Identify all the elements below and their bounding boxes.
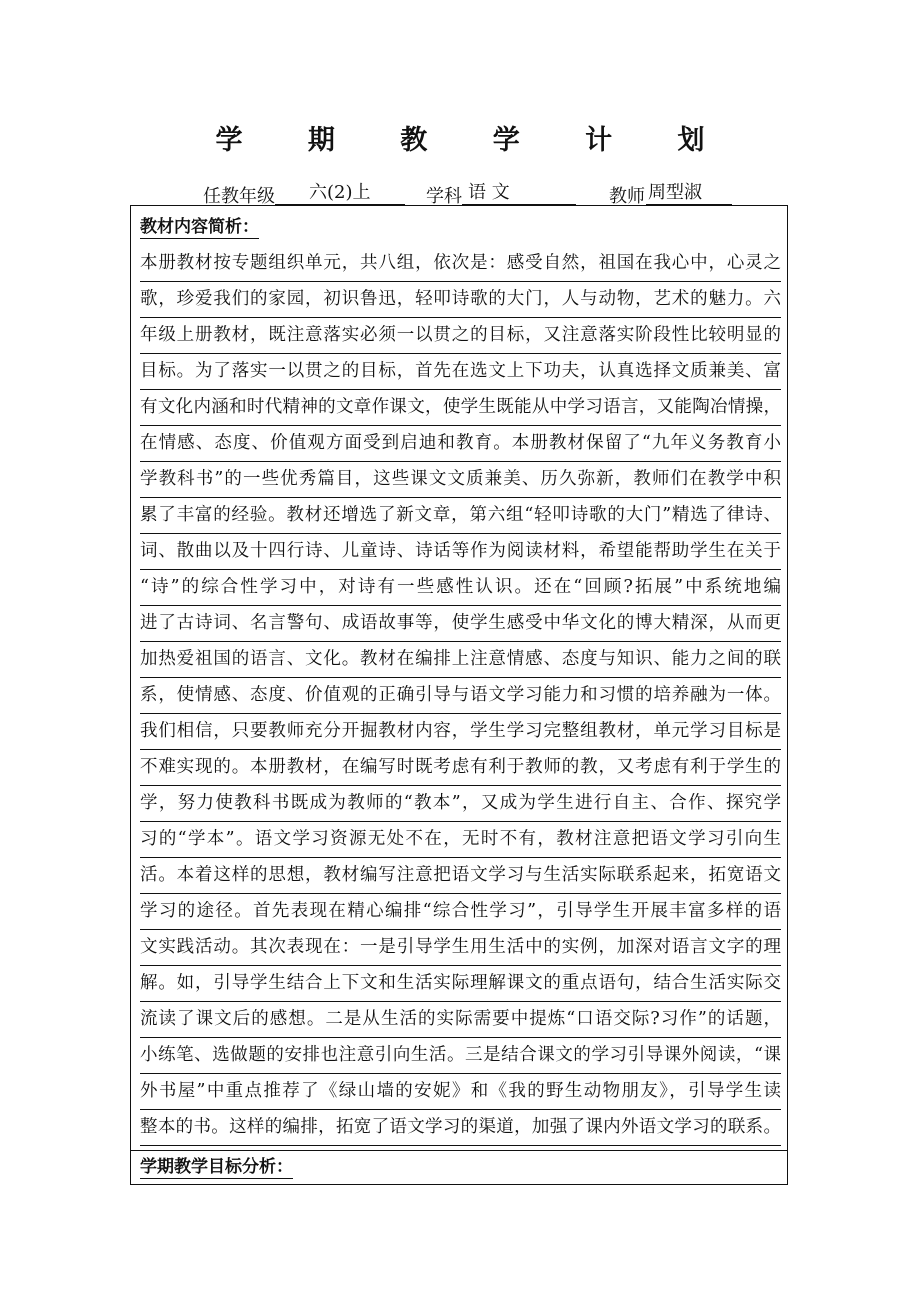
text-line: 外书屋”中重点推荐了《绿山墙的安妮》和《我的野生动物朋友》，引导学生读 — [140, 1074, 781, 1110]
content-table — [130, 205, 788, 1185]
text-line: 目标。为了落实一以贯之的目标，首先在选文上下功夫，认真选择文质兼美、富 — [140, 354, 781, 390]
section-heading-content-analysis: 教材内容简析： — [140, 217, 259, 237]
text-line: 我们相信，只要教师充分开掘教材内容，学生学习完整组教材，单元学习目标是 — [140, 714, 781, 750]
text-line: 累了丰富的经验。教材还增选了新文章，第六组“轻叩诗歌的大门”精选了律诗、 — [140, 498, 781, 534]
teacher-value: 周型淑 — [648, 182, 702, 203]
text-line: 在情感、态度、价值观方面受到启迪和教育。本册教材保留了“九年义务教育小 — [140, 426, 781, 462]
text-line: 有文化内涵和时代精神的文章作课文，使学生既能从中学习语言，又能陶冶情操， — [140, 390, 781, 426]
grade-label: 任教年级 — [203, 186, 275, 207]
teacher-label: 教师 — [609, 186, 645, 207]
text-line: 歌，珍爱我们的家园，初识鲁迅，轻叩诗歌的大门，人与动物，艺术的魅力。六 — [140, 282, 781, 318]
text-line: 年级上册教材，既注意落实必须一以贯之的目标，又注意落实阶段性比较明显的 — [140, 318, 781, 354]
subject-value: 语 文 — [468, 182, 510, 203]
text-line: 学教科书”的一些优秀篇目，这些课文文质兼美、历久弥新，教师们在教学中积 — [140, 462, 781, 498]
text-line: 加热爱祖国的语言、文化。教材在编排上注意情感、态度与知识、能力之间的联 — [140, 642, 781, 678]
content-analysis-text — [140, 246, 781, 1146]
text-line: 习的“学本”。语文学习资源无处不在，无时不有，教材注意把语文学习引向生 — [140, 822, 781, 858]
text-line: 文实践活动。其次表现在：一是引导学生用生活中的实例，加深对语言文字的理 — [140, 930, 781, 966]
teacher-value-field — [646, 182, 732, 205]
text-line: 整本的书。这样的编排，拓宽了语文学习的渠道，加强了课内外语文学习的联系。 — [140, 1110, 781, 1146]
text-line: 流读了课文后的感想。二是从生活的实际需要中提炼“口语交际?习作”的话题， — [140, 1002, 781, 1038]
text-line: 活。本着这样的思想，教材编写注意把语文学习与生活实际联系起来，拓宽语文 — [140, 858, 781, 894]
text-line: 解。如，引导学生结合上下文和生活实际理解课文的重点语句，结合生活实际交 — [140, 966, 781, 1002]
section-divider — [131, 1150, 787, 1151]
text-line: 学习的途径。首先表现在精心编排“综合性学习”，引导学生开展丰富多样的语 — [140, 894, 781, 930]
section-heading-goals: 学期教学目标分析： — [140, 1157, 293, 1177]
text-line: 小练笔、选做题的安排也注意引向生活。三是结合课文的学习引导课外阅读，“课 — [140, 1038, 781, 1074]
text-line: 不难实现的。本册教材，在编写时既考虑有利于教师的教，又考虑有利于学生的 — [140, 750, 781, 786]
subject-value-field — [462, 182, 576, 205]
text-line: 进了古诗词、名言警句、成语故事等，使学生感受中华文化的博大精深，从而更 — [140, 606, 781, 642]
subject-label: 学科 — [426, 186, 462, 207]
grade-value: 六(2)上 — [309, 182, 371, 203]
text-line: “诗”的综合性学习中，对诗有一些感性认识。还在“回顾?拓展”中系统地编 — [140, 570, 781, 606]
page-title: 学 期 教 学 计 划 — [215, 125, 733, 156]
text-line: 学，努力使教科书既成为教师的“教本”，又成为学生进行自主、合作、探究学 — [140, 786, 781, 822]
text-line: 系，使情感、态度、价值观的正确引导与语文学习能力和习惯的培养融为一体。 — [140, 678, 781, 714]
text-line: 本册教材按专题组织单元，共八组，依次是：感受自然，祖国在我心中，心灵之 — [140, 246, 781, 282]
grade-value-field — [275, 182, 405, 205]
text-line: 词、散曲以及十四行诗、儿童诗、诗话等作为阅读材料，希望能帮助学生在关于 — [140, 534, 781, 570]
